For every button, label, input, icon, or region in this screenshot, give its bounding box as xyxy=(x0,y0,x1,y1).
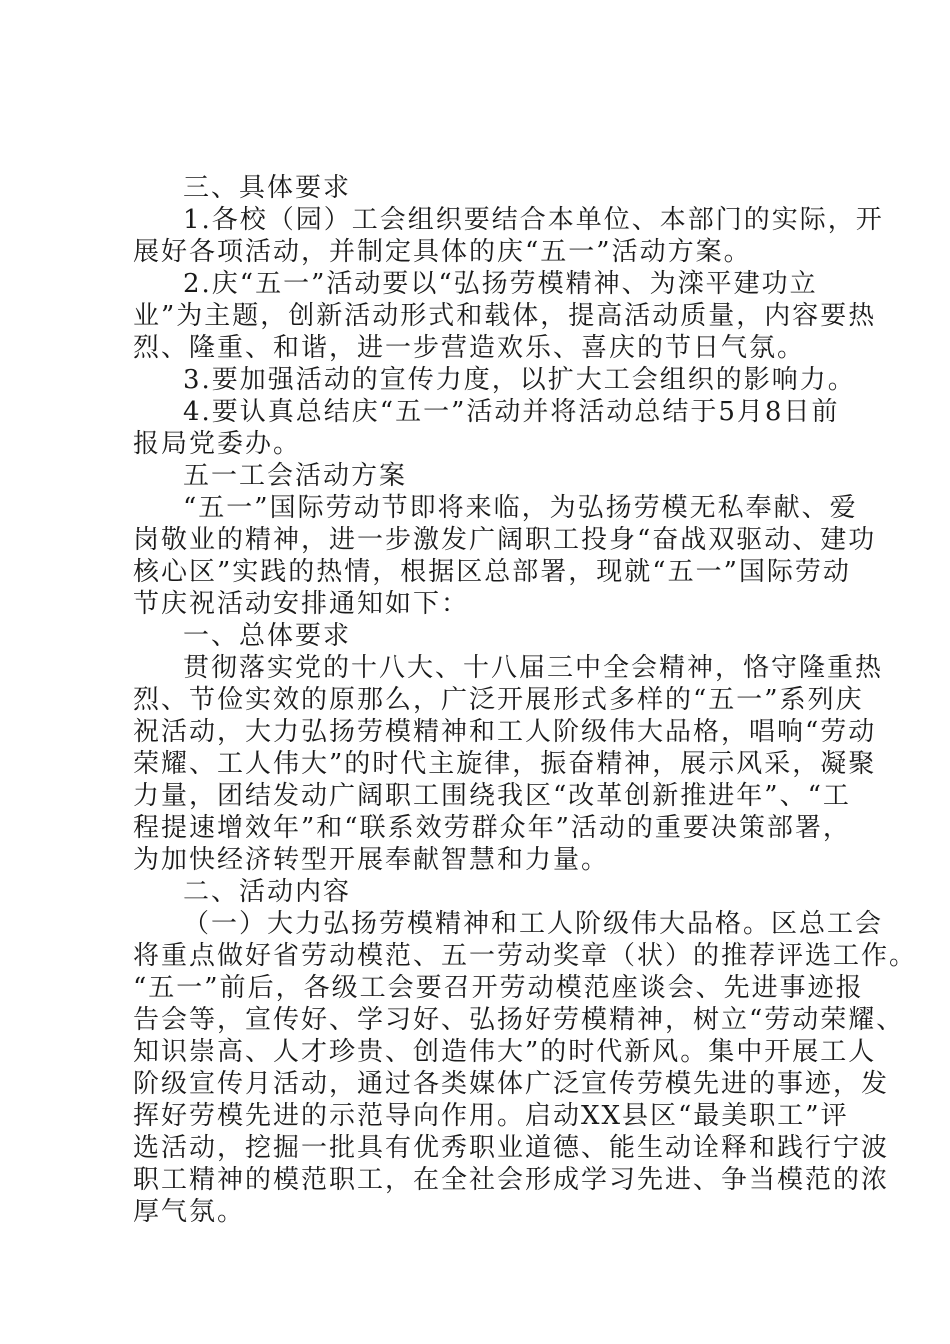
document-line: 程提速增效年”和“联系效劳群众年”活动的重要决策部署， xyxy=(133,813,851,843)
document-line: 选活动，挖掘一批具有优秀职业道德、能生动诠释和践行宁波 xyxy=(133,1133,890,1163)
document-line: 厚气氛。 xyxy=(133,1197,246,1227)
document-line: 展好各项活动，并制定具体的庆“五一”活动方案。 xyxy=(133,237,752,267)
document-line: 告会等，宣传好、学习好、弘扬好劳模精神，树立“劳动荣耀、 xyxy=(133,1005,905,1035)
document-line: 二、活动内容 xyxy=(183,877,352,907)
document-line: 核心区”实践的热情，根据区总部署，现就“五一”国际劳动 xyxy=(133,557,851,587)
document-line: 2.庆“五一”活动要以“弘扬劳模精神、为滦平建功立 xyxy=(183,269,818,299)
document-line: 阶级宣传月活动，通过各类媒体广泛宣传劳模先进的事迹，发 xyxy=(133,1069,890,1099)
document-line: “五一”国际劳动节即将来临，为弘扬劳模无私奉献、爱 xyxy=(183,493,858,523)
document-line: 贯彻落实党的十八大、十八届三中全会精神，恪守隆重热 xyxy=(183,653,884,683)
document-line: 三、具体要求 xyxy=(183,173,352,203)
document-line: 五一工会活动方案 xyxy=(183,461,408,491)
document-line: 知识崇高、人才珍贵、创造伟大”的时代新风。集中开展工人 xyxy=(133,1037,877,1067)
document-line: 将重点做好省劳动模范、五一劳动奖章（状）的推荐评选工作。 xyxy=(133,941,918,971)
document-line: 3.要加强活动的宣传力度，以扩大工会组织的影响力。 xyxy=(183,365,856,395)
document-line: 挥好劳模先进的示范导向作用。启动XX县区“最美职工”评 xyxy=(133,1101,849,1131)
document-body xyxy=(133,172,918,1228)
document-line: “五一”前后，各级工会要召开劳动模范座谈会、先进事迹报 xyxy=(133,973,864,1003)
document-line: 祝活动，大力弘扬劳模精神和工人阶级伟大品格，唱响“劳动 xyxy=(133,717,877,747)
document-line: 1.各校（园）工会组织要结合本单位、本部门的实际，开 xyxy=(183,205,884,235)
document-line: 职工精神的模范职工，在全社会形成学习先进、争当模范的浓 xyxy=(133,1165,890,1195)
document-line: （一）大力弘扬劳模精神和工人阶级伟大品格。区总工会 xyxy=(183,909,884,939)
document-line: 力量，团结发动广阔职工围绕我区“改革创新推进年”、“工 xyxy=(133,781,851,811)
document-line: 节庆祝活动安排通知如下： xyxy=(133,589,470,619)
document-line: 一、总体要求 xyxy=(183,621,352,651)
document-line: 荣耀、工人伟大”的时代主旋律，振奋精神，展示风采，凝聚 xyxy=(133,749,877,779)
document-line: 报局党委办。 xyxy=(133,429,302,459)
document-line: 4.要认真总结庆“五一”活动并将活动总结于5月8日前 xyxy=(183,397,840,427)
document-line: 岗敬业的精神，进一步激发广阔职工投身“奋战双驱动、建功 xyxy=(133,525,877,555)
document-line: 烈、节俭实效的原那么，广泛开展形式多样的“五一”系列庆 xyxy=(133,685,864,715)
document-line: 业”为主题，创新活动形式和载体，提高活动质量，内容要热 xyxy=(133,301,877,331)
document-line: 为加快经济转型开展奉献智慧和力量。 xyxy=(133,845,610,875)
document-line: 烈、隆重、和谐，进一步营造欢乐、喜庆的节日气氛。 xyxy=(133,333,806,363)
